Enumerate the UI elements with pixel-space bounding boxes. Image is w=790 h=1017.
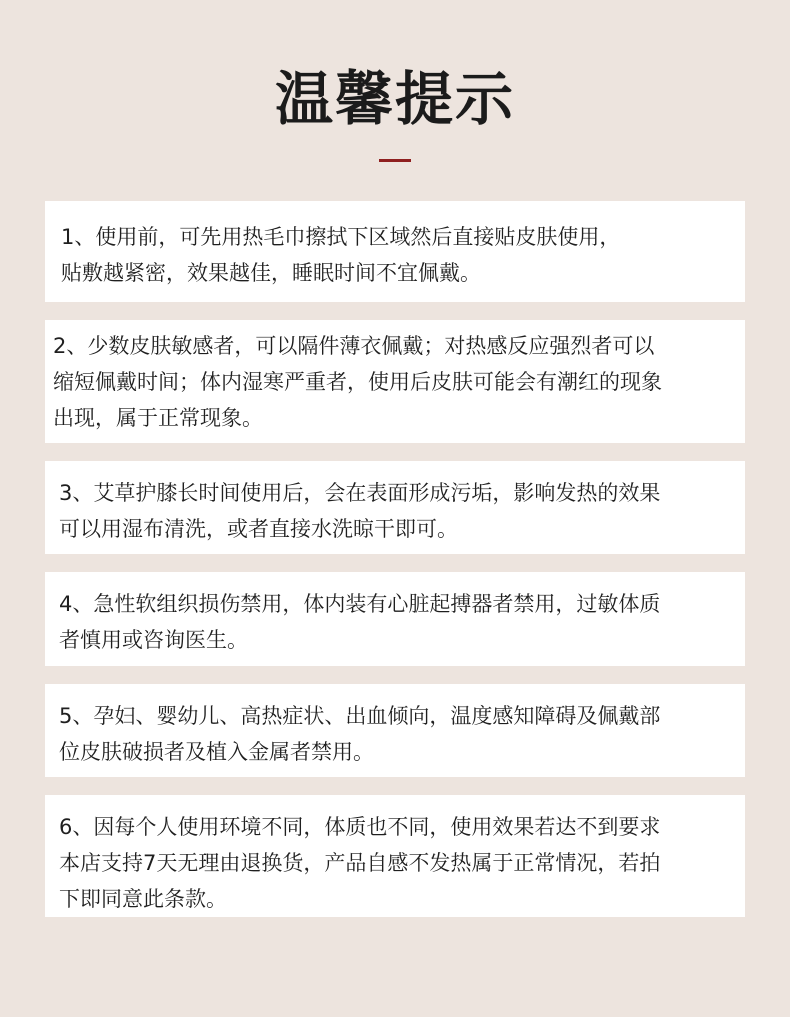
notice-line: 4、急性软组织损伤禁用，体内装有心脏起搏器者禁用，过敏体质 [59, 592, 661, 616]
notice-card-1 [45, 201, 745, 302]
notice-line: 出现，属于正常现象。 [53, 406, 263, 430]
notice-line: 缩短佩戴时间；体内湿寒严重者，使用后皮肤可能会有潮红的现象 [53, 370, 662, 394]
notice-line: 本店支持7天无理由退换货，产品自感不发热属于正常情况，若拍 [59, 851, 661, 875]
notice-line: 可以用湿布清洗，或者直接水洗晾干即可。 [59, 517, 458, 541]
notice-card-3 [45, 461, 745, 554]
page-title: 温馨提示 [274, 65, 515, 133]
notice-card-5 [45, 684, 745, 777]
notice-card-4 [45, 572, 745, 666]
notice-card-2 [45, 320, 745, 443]
notice-card-6 [45, 795, 745, 917]
notice-line: 者慎用或咨询医生。 [59, 628, 248, 652]
notice-line: 3、艾草护膝长时间使用后，会在表面形成污垢，影响发热的效果 [59, 481, 661, 505]
notice-line: 2、少数皮肤敏感者，可以隔件薄衣佩戴；对热感反应强烈者可以 [53, 334, 655, 358]
notice-line: 贴敷越紧密，效果越佳，睡眠时间不宜佩戴。 [61, 261, 481, 285]
title-accent-line [379, 159, 411, 162]
notice-line: 位皮肤破损者及植入金属者禁用。 [59, 740, 374, 764]
notice-line: 5、孕妇、婴幼儿、高热症状、出血倾向，温度感知障碍及佩戴部 [59, 704, 661, 728]
notice-line: 1、使用前，可先用热毛巾擦拭下区域然后直接贴皮肤使用， [61, 225, 621, 249]
notice-line: 下即同意此条款。 [59, 887, 227, 911]
notice-line: 6、因每个人使用环境不同，体质也不同，使用效果若达不到要求 [59, 815, 661, 839]
